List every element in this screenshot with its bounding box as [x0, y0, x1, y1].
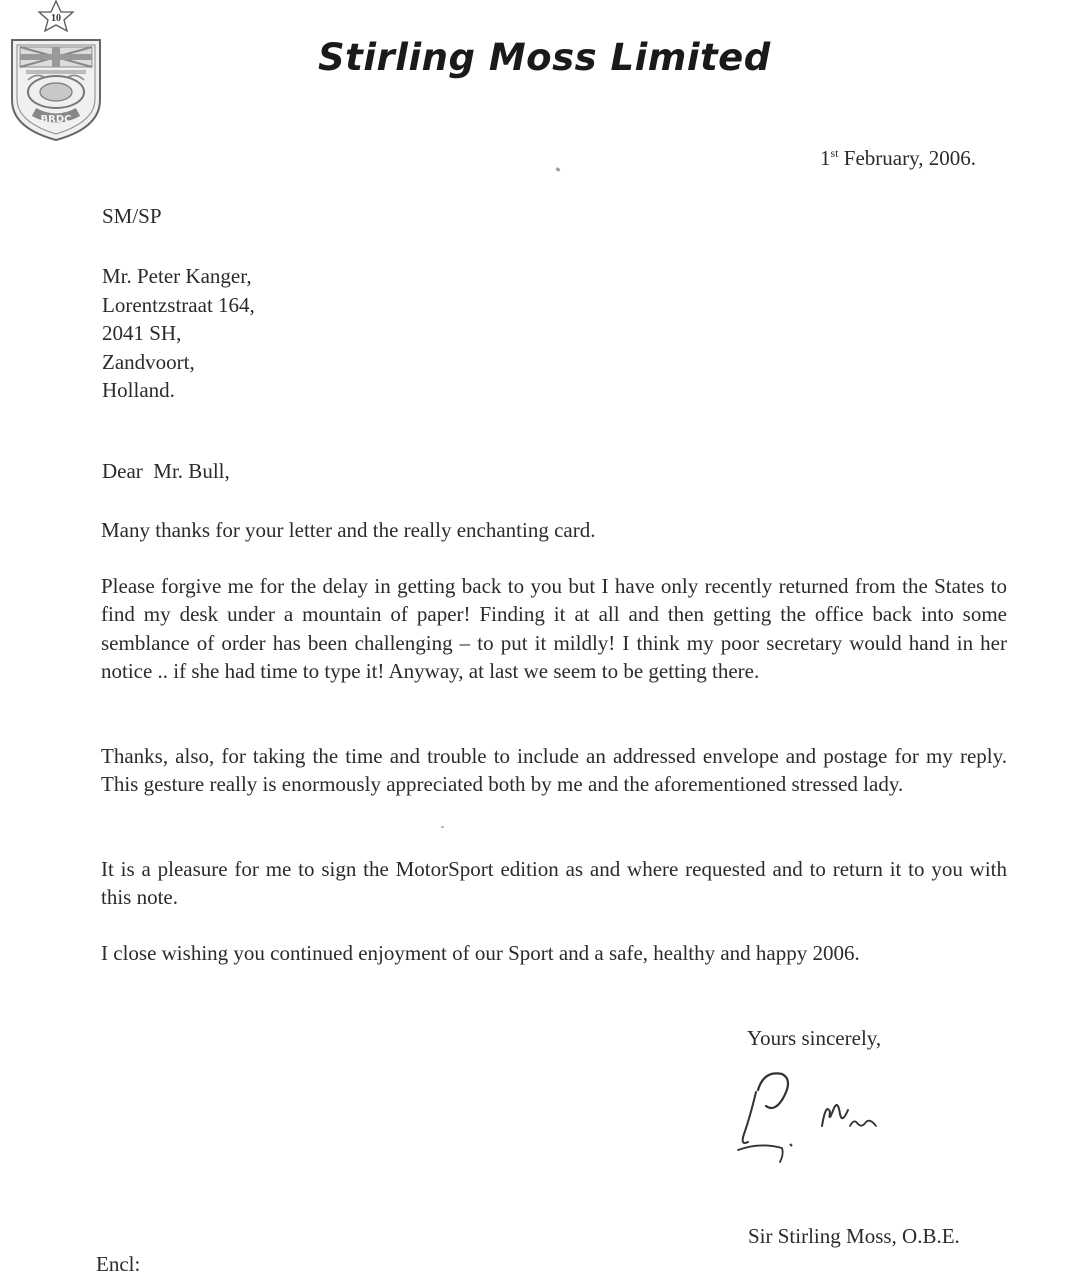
date-rest: February, 2006.	[838, 146, 976, 170]
recipient-address	[102, 262, 255, 405]
salutation: Dear Mr. Bull,	[102, 459, 230, 483]
date-day: 1	[820, 146, 831, 170]
body-paragraph: Thanks, also, for taking the time and trouble to include an addressed envelope and postage for my reply. This gesture really is enormously appreciated both by me and the aforementioned stressed lady.	[101, 744, 1007, 797]
scan-speck	[441, 826, 444, 828]
address-line: Lorentzstraat 164,	[102, 292, 255, 317]
date-suffix: st	[830, 146, 839, 160]
body-paragraph: Please forgive me for the delay in getting back to you but I have only recently returned from the States to find my desk under a mountain of paper! Finding it at all and then getting the office back into some semblance of order has been challenging – to put it mildly! I think my poor secretary would hand in her notice .. if she had time to type it! Anyway, at last we seem to be getting there.	[101, 574, 1007, 683]
address-line: 2041 SH,	[102, 321, 182, 345]
company-name: Stirling Moss Limited	[318, 36, 771, 79]
brdc-badge-emblem-icon	[6, 0, 106, 145]
address-line: Mr. Peter Kanger,	[102, 264, 252, 288]
body-paragraph: Many thanks for your letter and the really enchanting card.	[101, 518, 596, 542]
address-line: Holland.	[102, 378, 175, 402]
emblem-star-number: 10	[51, 13, 61, 24]
letter-date	[820, 146, 976, 171]
address-line: Zandvoort,	[102, 349, 195, 374]
enclosure-label: Encl:	[96, 1252, 141, 1276]
scan-speck	[556, 167, 561, 172]
emblem-badge-text: BRDC	[40, 114, 72, 125]
reference-code: SM/SP	[102, 204, 162, 228]
signatory-name: Sir Stirling Moss, O.B.E.	[748, 1224, 960, 1248]
closing: Yours sincerely,	[747, 1026, 882, 1050]
body-paragraph: It is a pleasure for me to sign the MotorSport edition as and where requested and to return it to you with this note.	[101, 857, 1007, 910]
body-paragraph: I close wishing you continued enjoyment of our Sport and a safe, healthy and happy 2006.	[101, 941, 860, 965]
handwritten-signature-icon	[730, 1062, 890, 1167]
